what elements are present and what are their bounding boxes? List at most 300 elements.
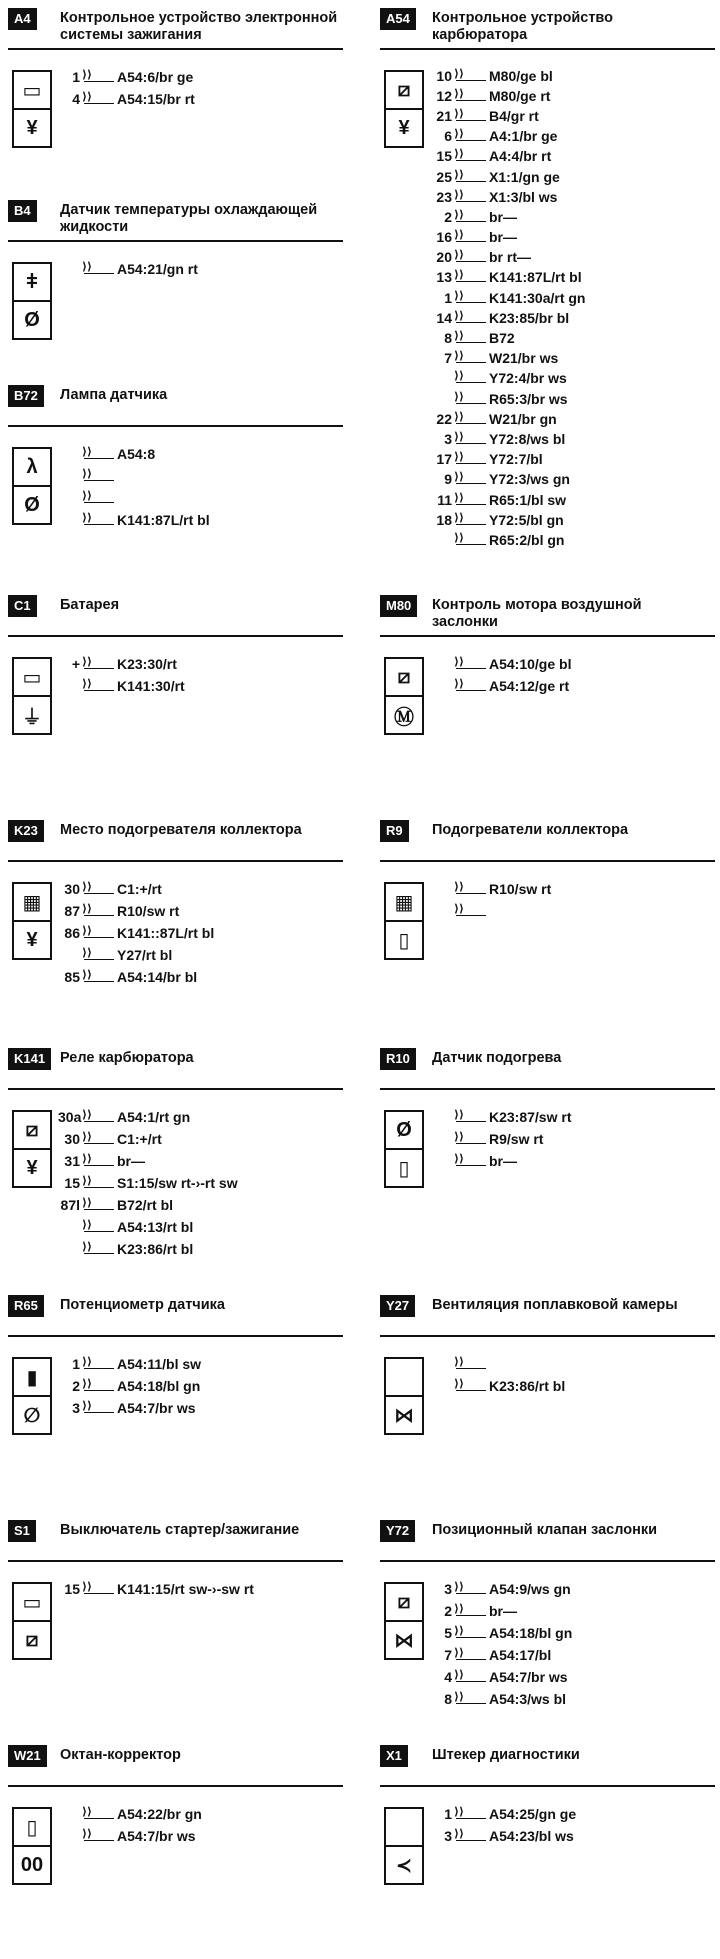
connector-icon xyxy=(456,1585,486,1594)
connector-icon xyxy=(456,907,486,916)
component-section-a4 xyxy=(8,8,348,139)
pin-target: A54:12/ge rt xyxy=(489,677,570,694)
pin-row xyxy=(430,328,585,348)
pin-row xyxy=(58,1150,238,1172)
component-tag: A54 xyxy=(380,8,416,30)
pin-target: A54:9/ws gn xyxy=(489,1580,571,1597)
pin-number: 3 xyxy=(444,430,452,447)
pin-target: A54:6/br ge xyxy=(117,68,194,85)
divider xyxy=(8,1785,343,1787)
component-section-w21 xyxy=(8,1745,348,1876)
pin-list xyxy=(58,1578,254,1600)
pin-target: X1:3/bl ws xyxy=(489,188,558,205)
component-tag: B4 xyxy=(8,200,37,222)
pin-target: B72 xyxy=(489,330,515,347)
component-tag: A4 xyxy=(8,8,37,30)
connector-icon xyxy=(84,73,114,82)
pin-list xyxy=(430,1578,572,1710)
connector-icon xyxy=(456,1157,486,1166)
section-header xyxy=(8,595,348,641)
component-title: Место подогревателя коллектора xyxy=(60,822,302,838)
pin-row xyxy=(58,675,185,697)
divider xyxy=(380,860,715,862)
connector-icon xyxy=(456,152,486,161)
pin-number: 8 xyxy=(444,330,452,347)
connector-icon xyxy=(456,173,486,182)
pin-target: Y72:3/ws gn xyxy=(489,471,570,488)
pin-row xyxy=(430,207,585,227)
pin-number: 2 xyxy=(72,1377,80,1394)
pin-row xyxy=(58,1397,201,1419)
pin-number: 2 xyxy=(444,1602,452,1619)
thermometer-icon: ǂ xyxy=(12,262,52,302)
pin-row xyxy=(430,1578,572,1600)
valve-icon: ⋈ xyxy=(384,1397,424,1435)
pin-number: 14 xyxy=(436,309,452,326)
pin-row xyxy=(430,490,585,510)
connector-icon xyxy=(456,885,486,894)
pin-row xyxy=(430,429,585,449)
pin-target: A54:8 xyxy=(117,445,156,462)
section-header xyxy=(8,820,348,866)
pin-row xyxy=(430,409,585,429)
component-tag: R65 xyxy=(8,1295,44,1317)
divider xyxy=(380,1335,715,1337)
pin-target: K141:87L/rt bl xyxy=(489,269,582,286)
divider xyxy=(380,1785,715,1787)
pin-row xyxy=(430,1622,572,1644)
connector-icon xyxy=(456,132,486,141)
connector-icon xyxy=(456,354,486,363)
component-section-y72 xyxy=(380,1520,720,1707)
component-section-k23 xyxy=(8,820,348,985)
connector-icon xyxy=(84,1585,114,1594)
pin-number: 13 xyxy=(436,269,452,286)
connector-icon xyxy=(84,494,114,503)
symbol-boxes xyxy=(384,1582,424,1660)
pin-row xyxy=(58,1216,238,1238)
pin-target: br— xyxy=(489,229,517,246)
pin-row xyxy=(58,1825,202,1847)
connector-icon xyxy=(84,1382,114,1391)
pin-number: 4 xyxy=(444,1668,452,1685)
connector-icon xyxy=(84,1810,114,1819)
pin-row xyxy=(430,1150,571,1172)
relay-icon: ¥ xyxy=(12,1150,52,1188)
connector-icon xyxy=(84,682,114,691)
connector-icon xyxy=(84,1245,114,1254)
pin-target: R10/sw rt xyxy=(489,880,552,897)
component-tag: R9 xyxy=(380,820,409,842)
symbol-boxes xyxy=(12,1357,52,1435)
symbol-boxes xyxy=(384,1110,424,1188)
relay-icon: ¥ xyxy=(384,110,424,148)
pin-target: A54:7/br ws xyxy=(489,1668,568,1685)
component-title: Октан-корректор xyxy=(60,1747,181,1763)
pin-row xyxy=(58,1194,238,1216)
component-tag: Y72 xyxy=(380,1520,415,1542)
pin-target: B72/rt bl xyxy=(117,1196,174,1213)
section-header xyxy=(8,1745,348,1791)
component-tag: K141 xyxy=(8,1048,51,1070)
pin-target: A54:23/bl ws xyxy=(489,1827,574,1844)
pin-target: A54:21/gn rt xyxy=(117,260,198,277)
pin-list xyxy=(58,1353,201,1419)
pin-row xyxy=(430,1803,576,1825)
pin-target: A54:7/br ws xyxy=(117,1399,196,1416)
switch-icon: ⧄ xyxy=(384,1582,424,1622)
connector-icon xyxy=(456,334,486,343)
pin-row xyxy=(58,1353,201,1375)
connector-icon xyxy=(456,516,486,525)
switch-icon: ⧄ xyxy=(12,1622,52,1660)
pin-target: A54:3/ws bl xyxy=(489,1690,567,1707)
divider xyxy=(8,425,343,427)
component-tag: W21 xyxy=(8,1745,47,1767)
pin-row xyxy=(430,106,585,126)
pin-number: 18 xyxy=(436,511,452,528)
pin-row xyxy=(58,944,214,966)
pin-row xyxy=(430,127,585,147)
pin-row xyxy=(430,1666,572,1688)
symbol-boxes xyxy=(12,882,52,960)
connector-icon xyxy=(456,496,486,505)
pin-row xyxy=(430,389,585,409)
pin-row xyxy=(430,900,551,922)
pin-row xyxy=(58,966,214,988)
section-header xyxy=(8,1048,348,1094)
pin-number: 5 xyxy=(444,1624,452,1641)
symbol-boxes xyxy=(12,447,52,525)
component-tag: R10 xyxy=(380,1048,416,1070)
pin-number: 3 xyxy=(444,1580,452,1597)
pin-row xyxy=(58,1172,238,1194)
pin-target: A54:17/bl xyxy=(489,1646,552,1663)
section-header xyxy=(380,1295,720,1341)
connector-icon xyxy=(456,314,486,323)
connector-icon xyxy=(84,95,114,104)
component-title: Подогреватели коллектора xyxy=(432,822,629,838)
pin-row xyxy=(58,487,210,509)
component-section-y27 xyxy=(380,1295,720,1427)
pin-row xyxy=(58,653,185,675)
connector-icon xyxy=(84,929,114,938)
pin-list xyxy=(430,653,571,697)
pin-target: R65:3/br ws xyxy=(489,390,568,407)
pin-number: 23 xyxy=(436,188,452,205)
connector-icon xyxy=(84,1223,114,1232)
pin-number: 87l xyxy=(60,1196,80,1213)
pin-list xyxy=(58,258,198,280)
pin-target: Y72:7/bl xyxy=(489,451,543,468)
connector-icon xyxy=(84,1179,114,1188)
connector-icon xyxy=(456,1607,486,1616)
pin-target: K141::87L/rt bl xyxy=(117,924,215,941)
pin-number: 1 xyxy=(444,289,452,306)
pin-target: A4:4/br rt xyxy=(489,148,552,165)
pin-row xyxy=(58,1803,202,1825)
component-section-r9 xyxy=(380,820,720,952)
symbol-boxes xyxy=(384,882,424,960)
pin-number: 1 xyxy=(72,1355,80,1372)
connector-icon: ▯ xyxy=(12,1807,52,1847)
section-header xyxy=(8,1295,348,1341)
connector-icon xyxy=(456,273,486,282)
pin-target: Y72:8/ws bl xyxy=(489,430,566,447)
pin-list xyxy=(58,1803,202,1847)
symbol-boxes xyxy=(384,1807,424,1885)
section-header xyxy=(380,595,720,641)
component-title: Контроль мотора воздушной заслонки xyxy=(432,597,642,630)
component-tag: Y27 xyxy=(380,1295,415,1317)
pin-number: 1 xyxy=(72,68,80,85)
heater-icon: ▦ xyxy=(12,882,52,922)
pin-row xyxy=(430,288,585,308)
pin-target: R65:2/bl gn xyxy=(489,531,565,548)
connector-icon xyxy=(84,907,114,916)
pin-target: K141:30a/rt gn xyxy=(489,289,586,306)
pin-target: W21/br ws xyxy=(489,350,559,367)
relay-icon: ¥ xyxy=(12,922,52,960)
connector-icon xyxy=(456,374,486,383)
pin-list xyxy=(58,653,185,697)
pin-list xyxy=(58,66,195,110)
pin-number: 22 xyxy=(436,410,452,427)
pin-row xyxy=(430,228,585,248)
connector-icon xyxy=(84,660,114,669)
connector-icon xyxy=(84,973,114,982)
pin-row xyxy=(58,509,210,531)
resistor-icon: ▯ xyxy=(384,1150,424,1188)
divider xyxy=(380,1560,715,1562)
component-title: Выключатель стартер/зажигание xyxy=(60,1522,300,1538)
pin-target: A54:13/rt bl xyxy=(117,1218,194,1235)
component-section-r65 xyxy=(8,1295,348,1427)
component-section-c1 xyxy=(8,595,348,729)
connector-icon xyxy=(456,92,486,101)
connector-icon xyxy=(456,213,486,222)
connector-icon xyxy=(456,1629,486,1638)
connector-icon xyxy=(456,1695,486,1704)
pin-row xyxy=(430,1600,572,1622)
pin-row xyxy=(58,66,195,88)
connector-icon xyxy=(84,951,114,960)
divider xyxy=(380,1088,715,1090)
pin-row xyxy=(430,187,585,207)
connector-icon xyxy=(456,415,486,424)
pin-target: K23:85/br bl xyxy=(489,309,570,326)
pin-target: Y72:5/bl gn xyxy=(489,511,564,528)
pin-number: 20 xyxy=(436,249,452,266)
pin-row xyxy=(430,369,585,389)
pin-number: 30 xyxy=(64,1130,80,1147)
pin-number: 12 xyxy=(436,87,452,104)
pin-row xyxy=(58,443,210,465)
connector-icon xyxy=(84,1157,114,1166)
connector-icon xyxy=(84,516,114,525)
component-title: Потенциометр датчика xyxy=(60,1297,225,1313)
pin-number: 7 xyxy=(444,1646,452,1663)
sensor-icon: Ø xyxy=(12,487,52,525)
pin-target: K141:87L/rt bl xyxy=(117,511,210,528)
pin-target: K141:15/rt sw-›-sw rt xyxy=(117,1580,254,1597)
section-header xyxy=(380,1048,720,1094)
pin-target: br— xyxy=(489,208,517,225)
pin-target: A54:1/rt gn xyxy=(117,1108,191,1125)
connector-icon xyxy=(456,475,486,484)
battery-icon: ▭ xyxy=(12,70,52,110)
connector-icon xyxy=(84,1832,114,1841)
connector-icon xyxy=(456,1113,486,1122)
divider xyxy=(8,240,343,242)
connector-icon xyxy=(84,472,114,481)
component-tag: X1 xyxy=(380,1745,408,1767)
pin-row xyxy=(430,248,585,268)
pin-list xyxy=(430,1803,576,1847)
connector-icon xyxy=(456,1810,486,1819)
divider xyxy=(380,635,715,637)
lambda-icon: λ xyxy=(12,447,52,487)
connector-icon xyxy=(456,233,486,242)
pin-target: A54:25/gn ge xyxy=(489,1805,577,1822)
pin-row xyxy=(430,1644,572,1666)
symbol-boxes xyxy=(384,70,424,148)
connector-icon xyxy=(456,1651,486,1660)
component-title: Датчик температуры охлаждающей жидкости xyxy=(60,202,318,235)
pin-number: 86 xyxy=(64,924,80,941)
pin-number: 4 xyxy=(72,90,80,107)
connector-icon xyxy=(456,395,486,404)
pin-number: 10 xyxy=(436,67,452,84)
pin-row xyxy=(58,1375,201,1397)
pin-target: K23:30/rt xyxy=(117,655,177,672)
component-tag: C1 xyxy=(8,595,37,617)
symbol-boxes xyxy=(12,657,52,735)
pin-list xyxy=(58,1106,238,1260)
pin-target: A54:18/bl gn xyxy=(489,1624,573,1641)
pin-row xyxy=(58,922,214,944)
pin-target: B4/gr rt xyxy=(489,107,539,124)
symbol-boxes xyxy=(12,1110,52,1188)
divider xyxy=(8,635,343,637)
pin-target: W21/br gn xyxy=(489,410,557,427)
blank-icon xyxy=(384,1807,424,1847)
section-header xyxy=(380,8,720,54)
pin-target: br— xyxy=(489,1602,517,1619)
pin-target: R10/sw rt xyxy=(117,902,180,919)
pin-number: 15 xyxy=(64,1174,80,1191)
component-title: Реле карбюратора xyxy=(60,1050,194,1066)
pin-list xyxy=(58,878,214,988)
pin-list xyxy=(430,66,585,551)
divider xyxy=(380,48,715,50)
pin-target: br rt— xyxy=(489,249,531,266)
connector-icon xyxy=(84,1404,114,1413)
pin-target: A54:7/br ws xyxy=(117,1827,196,1844)
pin-number: 1 xyxy=(444,1805,452,1822)
connector-icon xyxy=(456,435,486,444)
pin-row xyxy=(430,308,585,328)
pin-row xyxy=(58,258,198,280)
pin-row xyxy=(58,465,210,487)
component-title: Лампа датчика xyxy=(60,387,168,403)
pin-list xyxy=(430,1353,565,1397)
pin-target: K23:87/sw rt xyxy=(489,1108,572,1125)
pin-row xyxy=(58,1106,238,1128)
pin-target: C1:+/rt xyxy=(117,1130,162,1147)
component-title: Датчик подогрева xyxy=(432,1050,562,1066)
pin-number: 3 xyxy=(444,1827,452,1844)
connector-icon xyxy=(456,253,486,262)
pin-row xyxy=(430,530,585,550)
component-title: Батарея xyxy=(60,597,120,613)
pin-number: 9 xyxy=(444,471,452,488)
battery-icon: ▭ xyxy=(12,1582,52,1622)
connector-icon xyxy=(456,193,486,202)
pin-row xyxy=(430,878,551,900)
pin-target: A54:18/bl gn xyxy=(117,1377,201,1394)
switch-icon: ⧄ xyxy=(384,657,424,697)
divider xyxy=(8,1088,343,1090)
motor-icon: Ⓜ xyxy=(384,697,424,735)
connector-icon xyxy=(456,1832,486,1841)
octane-icon: 00 xyxy=(12,1847,52,1885)
component-title: Контрольное устройство карбюратора xyxy=(432,10,613,43)
pin-number: + xyxy=(71,655,80,672)
sensor-icon: Ø xyxy=(384,1110,424,1150)
pin-row xyxy=(430,86,585,106)
pin-row xyxy=(430,675,571,697)
switch-icon: ⧄ xyxy=(12,1110,52,1150)
section-header xyxy=(380,1520,720,1566)
connector-icon xyxy=(456,294,486,303)
connector-icon xyxy=(456,1135,486,1144)
pin-number: 87 xyxy=(64,902,80,919)
connector-icon xyxy=(456,1382,486,1391)
switch-icon: ⧄ xyxy=(384,70,424,110)
connector-icon xyxy=(456,112,486,121)
pin-row xyxy=(58,1578,254,1600)
pin-number: 15 xyxy=(64,1580,80,1597)
component-section-r10 xyxy=(380,1048,720,1180)
connector-icon xyxy=(456,72,486,81)
pin-number: 85 xyxy=(64,968,80,985)
component-title: Позиционный клапан заслонки xyxy=(432,1522,658,1538)
pin-row xyxy=(430,510,585,530)
pin-row xyxy=(430,1106,571,1128)
symbol-boxes xyxy=(384,657,424,735)
component-section-k141 xyxy=(8,1048,348,1257)
connector-icon xyxy=(84,265,114,274)
pin-target: A54:22/br gn xyxy=(117,1805,202,1822)
pin-list xyxy=(430,1106,571,1172)
component-section-s1 xyxy=(8,1520,348,1651)
pin-number: 17 xyxy=(436,451,452,468)
pin-number: 31 xyxy=(64,1152,80,1169)
pin-number: 6 xyxy=(444,128,452,145)
section-header xyxy=(380,1745,720,1791)
connector-icon xyxy=(456,455,486,464)
pin-row xyxy=(430,147,585,167)
symbol-boxes xyxy=(12,70,52,148)
connector-icon xyxy=(456,660,486,669)
valve-icon: ⋈ xyxy=(384,1622,424,1660)
pin-number: 11 xyxy=(437,491,452,508)
pin-target: Y27/rt bl xyxy=(117,946,173,963)
pin-list xyxy=(430,878,551,922)
pin-row xyxy=(430,1353,565,1375)
pin-target: A54:10/ge bl xyxy=(489,655,572,672)
